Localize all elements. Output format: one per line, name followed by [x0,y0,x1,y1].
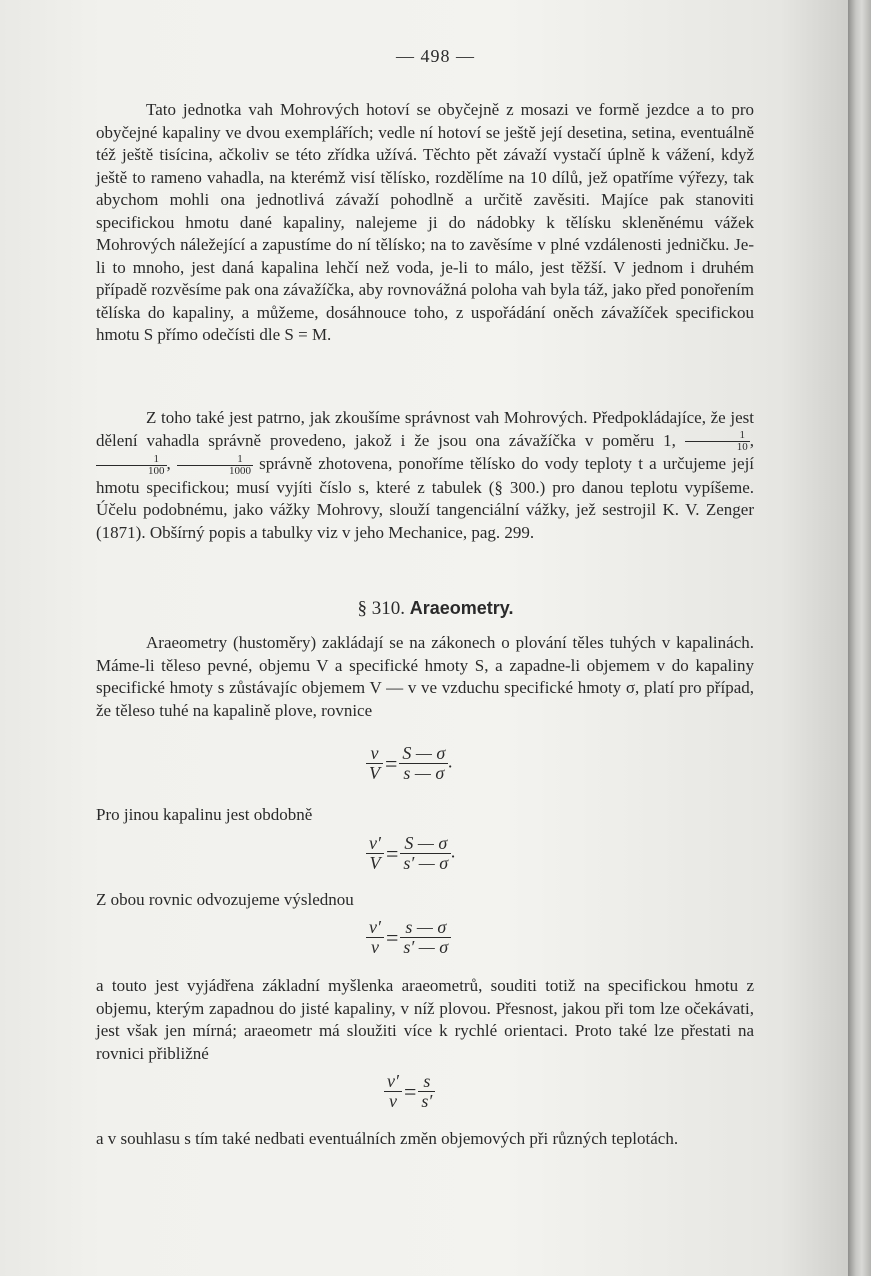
paragraph-2-start: Z toho také jest patrno, jak zkoušíme správnost vah Mohrových. Předpokládajíce, že jest dělení vahadla správně provedeno, jakož i že jsou ona závažíčka v poměru 1, [96,408,754,450]
equation-4: $\frac{v'}{v}$ = $\frac{s}{s'}$ [384,1072,435,1111]
fraction-thousandth: $\frac{1}{1000}$ [177,454,253,477]
equation-1: $\frac{v}{V}$ = $\frac{S — \sigma}{s — \sigma}$ . [366,744,453,783]
paragraph-3: Araeometry (hustoměry) zakládají se na zákonech o plování těles tuhých v kapalinách. Máme-li těleso pevné, objemu V a specifické hmoty S, a zapadne-li objemem v do kapaliny specifické hmoty s zůstávajíc objemem V — v ve vzduchu specifické hmoty σ, platí pro případ, že těleso tuhé na kapalině plove, rovnice [96,633,754,720]
section-title: Araeometry. [409,598,514,618]
equation-2: $\frac{v'}{V}$ = $\frac{S — \sigma}{s' — \sigma}$ . [366,834,456,873]
text-resulting: Z obou rovnic odvozujeme výslednou [96,890,354,909]
paragraph-2-end: správně zhotovena, ponoříme tělísko do vody teploty t a určujeme její hmotu specifickou; musí vyjíti číslo s, které z tabulek (§ 300.) pro danou teplotu vypíšeme. Účelu podobnému, jako vážky Mohrovy, slouží tangenciální vážky, jež sestrojil K. V. Zenger (1871). Obšírný popis a tabulky viz v jeho Mechanice, pag. 299. [96,454,755,542]
section-number: § 310. [357,598,406,619]
fraction-tenth: $\frac{1}{10}$ [685,430,750,453]
paragraph-2: Z toho také jest patrno, jak zkoušíme správnost vah Mohrových. Předpokládajíce, že jest dělení vahadla správně provedeno, jakož i že jsou ona závažíčka v poměru 1, $\frac{1}{10}$ , $\frac{1}{100}$ , $\frac{1}{1000}$ správně zhotovena, ponoříme tělísko do vody teploty t a určujeme její hmotu specifickou; musí vyjíti číslo s, které z tabulek (§ 300.) pro danou teplotu vypíšeme. Účelu podobnému, jako vážky Mohrovy, slouží tangenciální vážky, jež sestrojil K. V. Zenger (1871). Obšírný popis a tabulky viz v jeho Mechanice, pag. 299. [96,408,755,542]
text-other-liquid: Pro jinou kapalinu jest obdobně [96,805,313,824]
section-heading [0,598,871,620]
fraction-hundredth: $\frac{1}{100}$ [96,454,167,477]
paragraph-5: a v souhlasu s tím také nedbati eventuálních změn objemových při různých teplotách. [96,1129,679,1148]
book-spine-shadow [848,0,871,1276]
page-number: — 498 — [396,46,475,66]
paragraph-4: a touto jest vyjádřena základní myšlenka araeometrů, souditi totiž na specifickou hmotu z objemu, kterým zapadnou do jisté kapaliny, v níž plovou. Přesnost, jakou při tom lze očekávati, jest však jen mírná; araeometr má sloužiti více k rychlé orientaci. Proto také lze přestati na rovnici přibližné [96,976,754,1063]
paragraph-1: Tato jednotka vah Mohrových hotoví se obyčejně z mosazi ve formě jezdce a to pro obyčejné kapaliny ve dvou exemplářích; vedle ní hotoví se ještě její desetina, setina, eventuálně též ještě tisícina, ačkoliv se této zřídka užívá. Těchto pět závaží vystačí úplně k vážení, když ještě to rameno vahadla, na kterémž visí tělísko, rozdělíme na 10 dílů, jež opatříme výřezy, tak abychom mohli ona jednotlivá závaží pohodlně a určitě zavěsiti. Majíce pak stanoviti specifickou hmotu dané kapaliny, nalejeme ji do nádobky k tělísku skleněnému vážek Mohrových náležející a zapustíme do ní tělísko; na to zavěsíme v plné vzdálenosti jedničku. Je-li to mnoho, jest daná kapalina lehčí než voda, je-li to málo, jest těžší. V jednom i druhém případě rozvěsíme pak ona závažíčka, aby rovnovážná poloha vah byla táž, jako před ponořením tělíska do kapaliny, a můžeme, dosáhnouce toho, z uspořádání oněch závažíček specifickou hmotu S přímo odečísti dle S = M. [96,100,754,344]
equation-3: $\frac{v'}{v}$ = $\frac{s — \sigma}{s' — \sigma}$ [366,918,451,957]
